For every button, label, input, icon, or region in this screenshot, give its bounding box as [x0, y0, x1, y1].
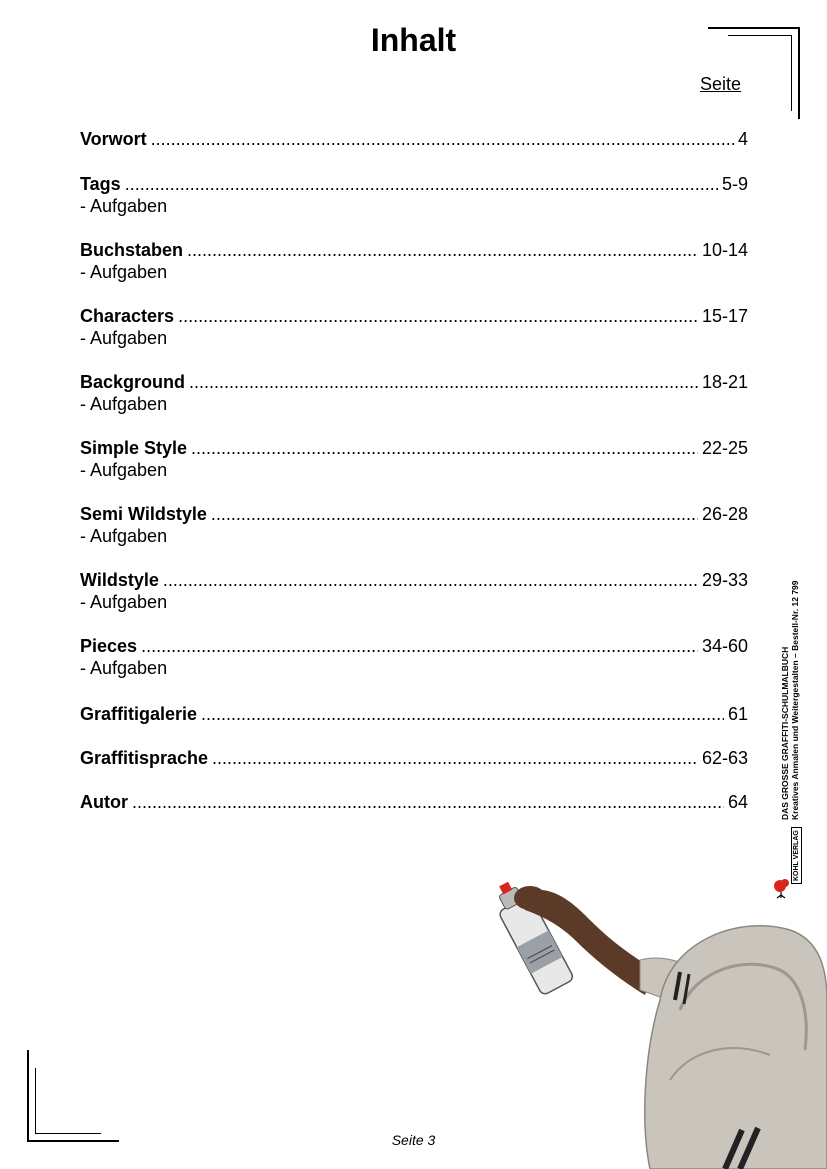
toc-entry: [80, 437, 748, 481]
toc-leader-dots: [163, 569, 698, 591]
toc-entry-subitem: - Aufgaben: [80, 658, 168, 678]
toc-leader-dots: [132, 791, 724, 813]
toc-leader-dots: [178, 305, 698, 327]
toc-leader-dots: [151, 128, 734, 150]
toc-entry-subitem: - Aufgaben: [80, 526, 168, 546]
toc-entry-title: Semi Wildstyle: [80, 504, 207, 524]
toc-entry-subitem: - Aufgaben: [80, 196, 168, 216]
toc-entry: [80, 239, 748, 283]
toc-entry: [80, 703, 748, 725]
toc-entry-title: Wildstyle: [80, 570, 159, 590]
toc-entry: [80, 128, 748, 150]
toc-leader-dots: [211, 503, 698, 525]
graffiti-sprayer-illustration: [480, 860, 827, 1169]
toc-entry-title: Buchstaben: [80, 240, 184, 260]
toc-entry-pages: 10-14: [701, 240, 748, 260]
toc-entry-title: Background: [80, 372, 186, 392]
toc-entry-title: Autor: [80, 792, 128, 812]
toc-entry-pages: 4: [737, 129, 748, 149]
side-banner: [780, 580, 800, 820]
page-number-footer: Seite 3: [391, 1132, 436, 1148]
toc-entry-pages: 34-60: [701, 636, 748, 656]
toc-entry-title: Graffitisprache: [80, 748, 209, 768]
toc-leader-dots: [187, 239, 698, 261]
toc-entry-title: Graffitigalerie: [80, 704, 198, 724]
toc-leader-dots: [212, 747, 698, 769]
toc-entry-pages: 64: [727, 792, 748, 812]
toc-entry: [80, 173, 748, 217]
toc-entry-title: Pieces: [80, 636, 138, 656]
toc-entry-pages: 26-28: [701, 504, 748, 524]
toc-entry-title: Simple Style: [80, 438, 188, 458]
toc-entry: [80, 569, 748, 613]
toc-entry: [80, 747, 748, 769]
toc-entry-pages: 22-25: [701, 438, 748, 458]
toc-leader-dots: [201, 703, 724, 725]
toc-entry: [80, 791, 748, 813]
toc-leader-dots: [191, 437, 698, 459]
toc-entry-title: Tags: [80, 174, 121, 194]
side-banner-title: DAS GROSSE GRAFFITI-SCHULMALBUCH: [780, 646, 790, 820]
toc-entry-pages: 5-9: [721, 174, 748, 194]
publisher-name: KOHL VERLAG: [791, 827, 802, 884]
toc-entry: [80, 503, 748, 547]
side-banner-subtitle: Kreatives Anmalen und Weitergestalten – Bestell-Nr. 12 799: [790, 580, 800, 820]
toc-entry-title: Vorwort: [80, 129, 147, 149]
toc-entry-subitem: - Aufgaben: [80, 460, 168, 480]
toc-leader-dots: [125, 173, 718, 195]
toc-entry-subitem: - Aufgaben: [80, 592, 168, 612]
toc-entry-pages: 15-17: [701, 306, 748, 326]
toc-entry-subitem: - Aufgaben: [80, 262, 168, 282]
toc-entry-subitem: - Aufgaben: [80, 328, 168, 348]
toc-entry-pages: 18-21: [701, 372, 748, 392]
page-title: Inhalt: [370, 22, 457, 58]
toc-leader-dots: [141, 635, 698, 657]
toc-entry-pages: 61: [727, 704, 748, 724]
toc-entry-pages: 29-33: [701, 570, 748, 590]
toc-entry: [80, 305, 748, 349]
toc-entry: [80, 635, 748, 679]
toc-entry-subitem: - Aufgaben: [80, 394, 168, 414]
page-column-label: Seite: [700, 74, 742, 94]
toc-entry-title: Characters: [80, 306, 175, 326]
toc-entry: [80, 371, 748, 415]
toc-leader-dots: [189, 371, 698, 393]
toc-entry-pages: 62-63: [701, 748, 748, 768]
